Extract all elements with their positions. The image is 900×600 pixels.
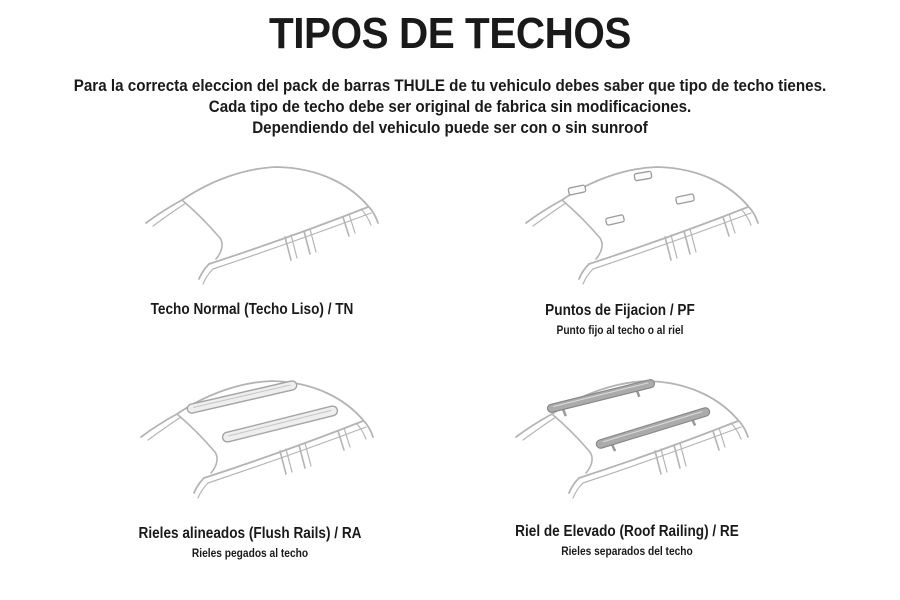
roof-type-card-tn (100, 150, 420, 330)
roof-type-label-block-ra (90, 524, 410, 560)
intro-line-2: Cada tipo de techo debe ser original de fabrica sin modificaciones. (208, 98, 692, 116)
page-title: TIPOS DE TECHOS (269, 9, 631, 58)
roof-type-card-ra (95, 365, 415, 565)
intro-paragraph (0, 76, 900, 139)
intro-line-1: Para la correcta eleccion del pack de barras THULE de tu vehiculo debes saber que tipo de techo tienes. (73, 77, 827, 95)
roof-type-sublabel-re: Rieles separados del techo (561, 544, 693, 558)
roof-type-label-block-tn (92, 300, 412, 319)
roof-type-label-re: Riel de Elevado (Roof Railing) / RE (515, 523, 739, 540)
flush-rail-bars (186, 380, 338, 443)
car-roof-fixation-points-illustration (505, 152, 805, 302)
car-roof-raised-rails-illustration (495, 366, 795, 516)
roof-type-card-pf (470, 150, 810, 350)
fixation-point-pads (568, 171, 695, 225)
roof-type-label-tn: Techo Normal (Techo Liso) / TN (150, 301, 354, 318)
roof-type-label-block-pf (450, 301, 790, 337)
car-roof-flush-rails-illustration (120, 366, 420, 516)
roof-type-label-block-re (457, 522, 797, 558)
car-roof-normal-illustration (125, 152, 425, 302)
roof-type-label-pf: Puntos de Fijacion / PF (545, 302, 695, 319)
raised-rail-bars (547, 379, 713, 456)
intro-line-3: Dependiendo del vehiculo puede ser con o sin sunroof (252, 119, 648, 137)
roof-type-sublabel-ra: Rieles pegados al techo (191, 546, 309, 560)
roof-type-card-re (470, 365, 810, 565)
roof-type-sublabel-pf: Punto fijo al techo o al riel (556, 323, 684, 337)
roof-type-label-ra: Rieles alineados (Flush Rails) / RA (138, 525, 362, 542)
